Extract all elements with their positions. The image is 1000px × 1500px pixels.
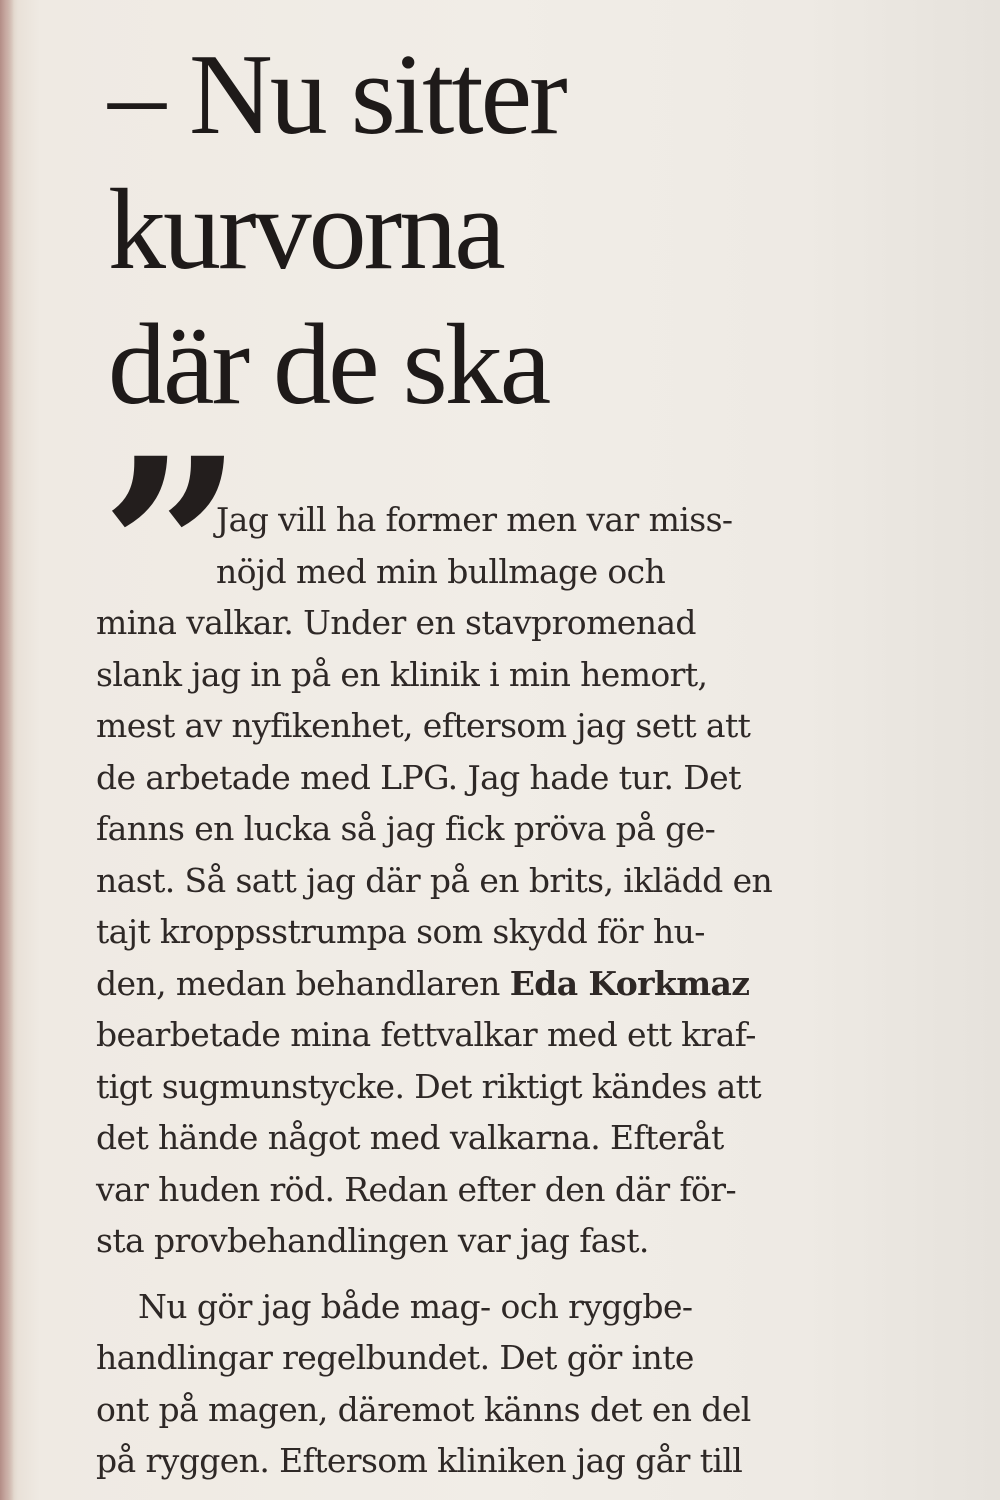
text-line: handlingar regelbundet. Det gör inte [96, 1338, 694, 1377]
text-line: Jag vill ha former men var miss- [216, 500, 733, 539]
text-line: nast. Så satt jag där på en brits, iklädd en [96, 860, 773, 900]
text-line: mest av nyfikenhet, eftersom jag sett att [96, 706, 751, 745]
text-line: de arbetade med LPG. Jag hade tur. Det [96, 757, 741, 797]
headline-line-1: – Nu sitter [108, 31, 565, 159]
text-line: sta provbehandlingen var jag fast. [96, 1221, 649, 1260]
text-line: tajt kroppsstrumpa som skydd för hu- [96, 912, 705, 951]
person-name: Eda Korkmaz [509, 963, 750, 1003]
headline-line-3: där de ska [108, 301, 549, 429]
article-body [96, 494, 816, 1487]
text-line [96, 958, 816, 1010]
text-line: ont på magen, däremot känns det en del [96, 1389, 751, 1429]
text-line: slank jag in på en klinik i min hemort, [96, 654, 708, 694]
text-line: bearbetade mina fettvalkar med ett kraf- [96, 1015, 756, 1054]
text-line: tigt sugmunstycke. Det riktigt kändes att [96, 1066, 761, 1106]
text-line: mina valkar. Under en stavpromenad [96, 603, 696, 642]
paragraph-2 [96, 1281, 816, 1487]
text-line: på ryggen. Eftersom kliniken jag går till [96, 1441, 743, 1480]
headline [108, 28, 565, 433]
text-line: det hände något med valkarna. Efteråt [96, 1118, 724, 1157]
text-line-start: den, medan behandlaren [96, 963, 510, 1003]
text-line: nöjd med min bullmage och [216, 551, 666, 591]
paragraph-1 [96, 494, 816, 1267]
text-line: var huden röd. Redan efter den där för- [96, 1169, 737, 1209]
paragraph-gap [96, 1267, 816, 1281]
quote-mark-icon: ” [100, 403, 214, 697]
page-edge [0, 0, 14, 1500]
text-line: fanns en lucka så jag fick pröva på ge- [96, 809, 716, 848]
headline-line-2: kurvorna [108, 166, 503, 294]
text-line: Nu gör jag både mag- och ryggbe- [138, 1286, 693, 1326]
